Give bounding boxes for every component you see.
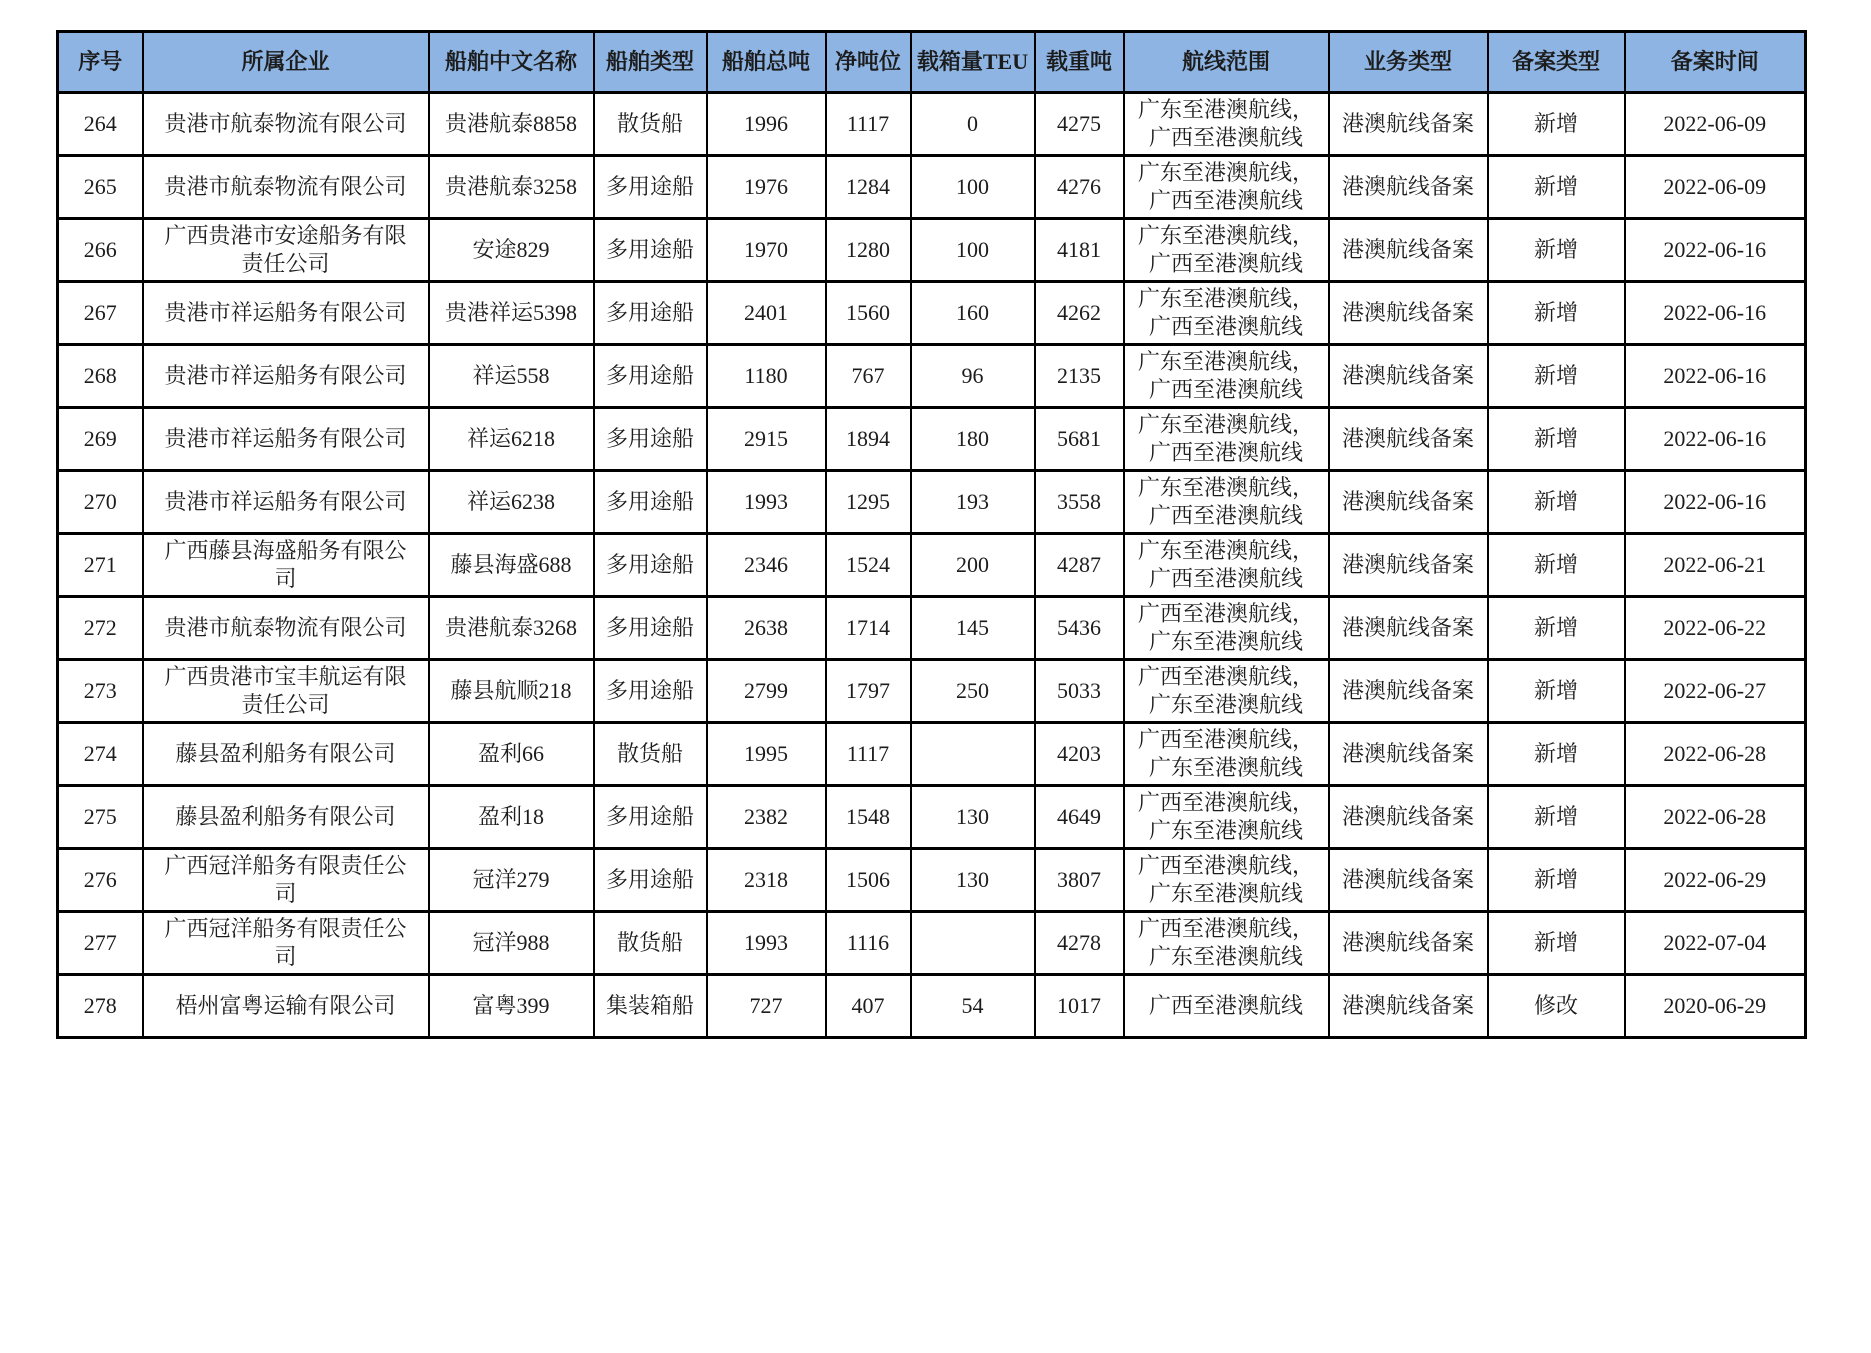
cell-filing-type: 新增 xyxy=(1488,219,1625,282)
cell-ship-type: 多用途船 xyxy=(594,849,707,912)
cell-teu: 100 xyxy=(911,156,1035,219)
cell-ship-name: 藤县航顺218 xyxy=(429,660,594,723)
cell-business-type: 港澳航线备案 xyxy=(1329,597,1488,660)
cell-route: 广西至港澳航线，广东至港澳航线 xyxy=(1124,597,1329,660)
table-body xyxy=(58,93,1806,1038)
cell-company: 贵港市航泰物流有限公司 xyxy=(143,597,429,660)
cell-company: 广西冠洋船务有限责任公司 xyxy=(143,849,429,912)
table-row xyxy=(58,93,1806,156)
cell-filing-date: 2022-06-09 xyxy=(1625,93,1806,156)
cell-ship-name: 盈利66 xyxy=(429,723,594,786)
cell-net-tonnage: 1560 xyxy=(826,282,911,345)
column-header-ship-name: 船舶中文名称 xyxy=(429,32,594,93)
cell-ship-name: 祥运6238 xyxy=(429,471,594,534)
cell-company: 藤县盈利船务有限公司 xyxy=(143,786,429,849)
cell-gross-tonnage: 2318 xyxy=(707,849,826,912)
cell-gross-tonnage: 1976 xyxy=(707,156,826,219)
cell-ship-type: 多用途船 xyxy=(594,597,707,660)
table-row xyxy=(58,723,1806,786)
cell-teu: 0 xyxy=(911,93,1035,156)
cell-net-tonnage: 767 xyxy=(826,345,911,408)
cell-ship-type: 多用途船 xyxy=(594,282,707,345)
cell-ship-type: 多用途船 xyxy=(594,534,707,597)
column-header-company: 所属企业 xyxy=(143,32,429,93)
cell-business-type: 港澳航线备案 xyxy=(1329,723,1488,786)
cell-business-type: 港澳航线备案 xyxy=(1329,408,1488,471)
cell-filing-date: 2022-06-29 xyxy=(1625,849,1806,912)
cell-gross-tonnage: 1180 xyxy=(707,345,826,408)
table-row xyxy=(58,849,1806,912)
column-header-filing-type: 备案类型 xyxy=(1488,32,1625,93)
cell-route: 广西至港澳航线 xyxy=(1124,975,1329,1038)
column-header-deadweight: 载重吨 xyxy=(1035,32,1124,93)
table-row xyxy=(58,786,1806,849)
cell-seq: 268 xyxy=(58,345,143,408)
cell-ship-name: 贵港航泰3268 xyxy=(429,597,594,660)
column-header-gross-tonnage: 船舶总吨 xyxy=(707,32,826,93)
cell-filing-type: 新增 xyxy=(1488,912,1625,975)
cell-net-tonnage: 1117 xyxy=(826,93,911,156)
table-row xyxy=(58,282,1806,345)
cell-gross-tonnage: 2346 xyxy=(707,534,826,597)
cell-teu: 130 xyxy=(911,786,1035,849)
cell-company: 藤县盈利船务有限公司 xyxy=(143,723,429,786)
table-row xyxy=(58,219,1806,282)
cell-business-type: 港澳航线备案 xyxy=(1329,219,1488,282)
cell-teu: 250 xyxy=(911,660,1035,723)
table-row xyxy=(58,660,1806,723)
cell-seq: 264 xyxy=(58,93,143,156)
cell-ship-name: 盈利18 xyxy=(429,786,594,849)
cell-gross-tonnage: 1970 xyxy=(707,219,826,282)
cell-deadweight: 3807 xyxy=(1035,849,1124,912)
cell-route: 广东至港澳航线，广西至港澳航线 xyxy=(1124,93,1329,156)
column-header-filing-date: 备案时间 xyxy=(1625,32,1806,93)
cell-route: 广东至港澳航线，广西至港澳航线 xyxy=(1124,156,1329,219)
cell-net-tonnage: 1295 xyxy=(826,471,911,534)
cell-route: 广东至港澳航线，广西至港澳航线 xyxy=(1124,282,1329,345)
cell-business-type: 港澳航线备案 xyxy=(1329,534,1488,597)
cell-filing-type: 新增 xyxy=(1488,849,1625,912)
cell-company: 贵港市祥运船务有限公司 xyxy=(143,471,429,534)
cell-filing-date: 2022-06-16 xyxy=(1625,345,1806,408)
cell-filing-date: 2022-06-21 xyxy=(1625,534,1806,597)
cell-route: 广西至港澳航线，广东至港澳航线 xyxy=(1124,912,1329,975)
cell-ship-type: 多用途船 xyxy=(594,786,707,849)
cell-seq: 275 xyxy=(58,786,143,849)
table-row xyxy=(58,471,1806,534)
table-row xyxy=(58,156,1806,219)
cell-ship-type: 多用途船 xyxy=(594,660,707,723)
cell-filing-date: 2022-07-04 xyxy=(1625,912,1806,975)
table-row xyxy=(58,534,1806,597)
cell-ship-type: 散货船 xyxy=(594,912,707,975)
cell-net-tonnage: 407 xyxy=(826,975,911,1038)
cell-gross-tonnage: 2382 xyxy=(707,786,826,849)
cell-deadweight: 3558 xyxy=(1035,471,1124,534)
cell-filing-type: 新增 xyxy=(1488,93,1625,156)
cell-ship-name: 贵港航泰8858 xyxy=(429,93,594,156)
cell-teu: 200 xyxy=(911,534,1035,597)
cell-filing-type: 新增 xyxy=(1488,534,1625,597)
cell-gross-tonnage: 2915 xyxy=(707,408,826,471)
cell-business-type: 港澳航线备案 xyxy=(1329,345,1488,408)
cell-deadweight: 4275 xyxy=(1035,93,1124,156)
cell-teu: 193 xyxy=(911,471,1035,534)
cell-ship-type: 多用途船 xyxy=(594,156,707,219)
cell-filing-type: 新增 xyxy=(1488,660,1625,723)
cell-gross-tonnage: 2638 xyxy=(707,597,826,660)
cell-gross-tonnage: 1995 xyxy=(707,723,826,786)
cell-business-type: 港澳航线备案 xyxy=(1329,786,1488,849)
cell-teu: 145 xyxy=(911,597,1035,660)
cell-company: 梧州富粤运输有限公司 xyxy=(143,975,429,1038)
cell-deadweight: 4276 xyxy=(1035,156,1124,219)
cell-filing-date: 2022-06-22 xyxy=(1625,597,1806,660)
cell-seq: 278 xyxy=(58,975,143,1038)
cell-ship-type: 多用途船 xyxy=(594,345,707,408)
cell-route: 广西至港澳航线，广东至港澳航线 xyxy=(1124,723,1329,786)
cell-net-tonnage: 1280 xyxy=(826,219,911,282)
cell-filing-type: 新增 xyxy=(1488,471,1625,534)
cell-company: 贵港市航泰物流有限公司 xyxy=(143,93,429,156)
cell-company: 广西贵港市安途船务有限责任公司 xyxy=(143,219,429,282)
cell-teu xyxy=(911,723,1035,786)
cell-seq: 276 xyxy=(58,849,143,912)
cell-teu: 130 xyxy=(911,849,1035,912)
cell-filing-type: 新增 xyxy=(1488,408,1625,471)
cell-seq: 265 xyxy=(58,156,143,219)
cell-ship-name: 安途829 xyxy=(429,219,594,282)
cell-net-tonnage: 1714 xyxy=(826,597,911,660)
cell-teu: 160 xyxy=(911,282,1035,345)
cell-filing-type: 新增 xyxy=(1488,345,1625,408)
table-header xyxy=(58,32,1806,93)
cell-teu: 96 xyxy=(911,345,1035,408)
cell-ship-name: 贵港祥运5398 xyxy=(429,282,594,345)
cell-seq: 277 xyxy=(58,912,143,975)
cell-business-type: 港澳航线备案 xyxy=(1329,912,1488,975)
table-row xyxy=(58,597,1806,660)
cell-filing-date: 2022-06-28 xyxy=(1625,723,1806,786)
cell-deadweight: 4181 xyxy=(1035,219,1124,282)
cell-deadweight: 5436 xyxy=(1035,597,1124,660)
cell-route: 广西至港澳航线，广东至港澳航线 xyxy=(1124,786,1329,849)
cell-filing-type: 新增 xyxy=(1488,597,1625,660)
cell-seq: 270 xyxy=(58,471,143,534)
cell-filing-date: 2022-06-16 xyxy=(1625,471,1806,534)
cell-route: 广东至港澳航线，广西至港澳航线 xyxy=(1124,534,1329,597)
cell-filing-type: 新增 xyxy=(1488,282,1625,345)
cell-ship-type: 多用途船 xyxy=(594,219,707,282)
cell-route: 广西至港澳航线，广东至港澳航线 xyxy=(1124,660,1329,723)
cell-filing-type: 新增 xyxy=(1488,723,1625,786)
cell-filing-type: 修改 xyxy=(1488,975,1625,1038)
cell-filing-type: 新增 xyxy=(1488,156,1625,219)
cell-net-tonnage: 1797 xyxy=(826,660,911,723)
table-row xyxy=(58,975,1806,1038)
cell-ship-type: 多用途船 xyxy=(594,471,707,534)
cell-deadweight: 2135 xyxy=(1035,345,1124,408)
cell-deadweight: 5033 xyxy=(1035,660,1124,723)
cell-gross-tonnage: 727 xyxy=(707,975,826,1038)
cell-seq: 269 xyxy=(58,408,143,471)
cell-teu: 180 xyxy=(911,408,1035,471)
column-header-seq: 序号 xyxy=(58,32,143,93)
cell-deadweight: 4278 xyxy=(1035,912,1124,975)
cell-route: 广东至港澳航线，广西至港澳航线 xyxy=(1124,471,1329,534)
cell-filing-date: 2022-06-16 xyxy=(1625,219,1806,282)
cell-filing-type: 新增 xyxy=(1488,786,1625,849)
cell-business-type: 港澳航线备案 xyxy=(1329,93,1488,156)
cell-ship-type: 集装箱船 xyxy=(594,975,707,1038)
cell-net-tonnage: 1894 xyxy=(826,408,911,471)
cell-business-type: 港澳航线备案 xyxy=(1329,660,1488,723)
column-header-teu: 载箱量TEU xyxy=(911,32,1035,93)
cell-ship-type: 散货船 xyxy=(594,723,707,786)
cell-ship-name: 富粤399 xyxy=(429,975,594,1038)
cell-company: 贵港市航泰物流有限公司 xyxy=(143,156,429,219)
cell-business-type: 港澳航线备案 xyxy=(1329,849,1488,912)
cell-business-type: 港澳航线备案 xyxy=(1329,282,1488,345)
cell-deadweight: 1017 xyxy=(1035,975,1124,1038)
cell-deadweight: 4203 xyxy=(1035,723,1124,786)
cell-deadweight: 5681 xyxy=(1035,408,1124,471)
cell-ship-name: 冠洋279 xyxy=(429,849,594,912)
cell-deadweight: 4262 xyxy=(1035,282,1124,345)
cell-gross-tonnage: 1993 xyxy=(707,912,826,975)
column-header-net-tonnage: 净吨位 xyxy=(826,32,911,93)
table-row xyxy=(58,345,1806,408)
cell-gross-tonnage: 1996 xyxy=(707,93,826,156)
cell-route: 广东至港澳航线，广西至港澳航线 xyxy=(1124,219,1329,282)
cell-teu: 100 xyxy=(911,219,1035,282)
cell-route: 广东至港澳航线，广西至港澳航线 xyxy=(1124,345,1329,408)
cell-seq: 273 xyxy=(58,660,143,723)
cell-deadweight: 4649 xyxy=(1035,786,1124,849)
cell-seq: 274 xyxy=(58,723,143,786)
cell-route: 广东至港澳航线，广西至港澳航线 xyxy=(1124,408,1329,471)
document-page xyxy=(0,30,1871,1353)
cell-net-tonnage: 1548 xyxy=(826,786,911,849)
cell-deadweight: 4287 xyxy=(1035,534,1124,597)
cell-seq: 267 xyxy=(58,282,143,345)
cell-net-tonnage: 1284 xyxy=(826,156,911,219)
cell-gross-tonnage: 2401 xyxy=(707,282,826,345)
cell-ship-name: 藤县海盛688 xyxy=(429,534,594,597)
cell-company: 贵港市祥运船务有限公司 xyxy=(143,282,429,345)
cell-net-tonnage: 1116 xyxy=(826,912,911,975)
header-row xyxy=(58,32,1806,93)
cell-teu xyxy=(911,912,1035,975)
cell-net-tonnage: 1506 xyxy=(826,849,911,912)
cell-filing-date: 2022-06-28 xyxy=(1625,786,1806,849)
cell-company: 贵港市祥运船务有限公司 xyxy=(143,345,429,408)
cell-company: 广西藤县海盛船务有限公司 xyxy=(143,534,429,597)
cell-business-type: 港澳航线备案 xyxy=(1329,471,1488,534)
table-row xyxy=(58,408,1806,471)
cell-filing-date: 2022-06-09 xyxy=(1625,156,1806,219)
cell-gross-tonnage: 1993 xyxy=(707,471,826,534)
ship-filing-table xyxy=(56,30,1807,1039)
cell-ship-name: 祥运558 xyxy=(429,345,594,408)
cell-filing-date: 2022-06-16 xyxy=(1625,408,1806,471)
cell-seq: 272 xyxy=(58,597,143,660)
cell-business-type: 港澳航线备案 xyxy=(1329,975,1488,1038)
column-header-route: 航线范围 xyxy=(1124,32,1329,93)
cell-company: 广西冠洋船务有限责任公司 xyxy=(143,912,429,975)
cell-seq: 266 xyxy=(58,219,143,282)
cell-ship-type: 多用途船 xyxy=(594,408,707,471)
cell-net-tonnage: 1117 xyxy=(826,723,911,786)
cell-net-tonnage: 1524 xyxy=(826,534,911,597)
cell-gross-tonnage: 2799 xyxy=(707,660,826,723)
cell-filing-date: 2022-06-16 xyxy=(1625,282,1806,345)
cell-ship-name: 贵港航泰3258 xyxy=(429,156,594,219)
cell-company: 广西贵港市宝丰航运有限责任公司 xyxy=(143,660,429,723)
cell-filing-date: 2020-06-29 xyxy=(1625,975,1806,1038)
cell-route: 广西至港澳航线，广东至港澳航线 xyxy=(1124,849,1329,912)
cell-filing-date: 2022-06-27 xyxy=(1625,660,1806,723)
cell-seq: 271 xyxy=(58,534,143,597)
table-row xyxy=(58,912,1806,975)
cell-ship-name: 祥运6218 xyxy=(429,408,594,471)
column-header-business-type: 业务类型 xyxy=(1329,32,1488,93)
cell-company: 贵港市祥运船务有限公司 xyxy=(143,408,429,471)
column-header-ship-type: 船舶类型 xyxy=(594,32,707,93)
cell-business-type: 港澳航线备案 xyxy=(1329,156,1488,219)
cell-ship-name: 冠洋988 xyxy=(429,912,594,975)
cell-ship-type: 散货船 xyxy=(594,93,707,156)
cell-teu: 54 xyxy=(911,975,1035,1038)
